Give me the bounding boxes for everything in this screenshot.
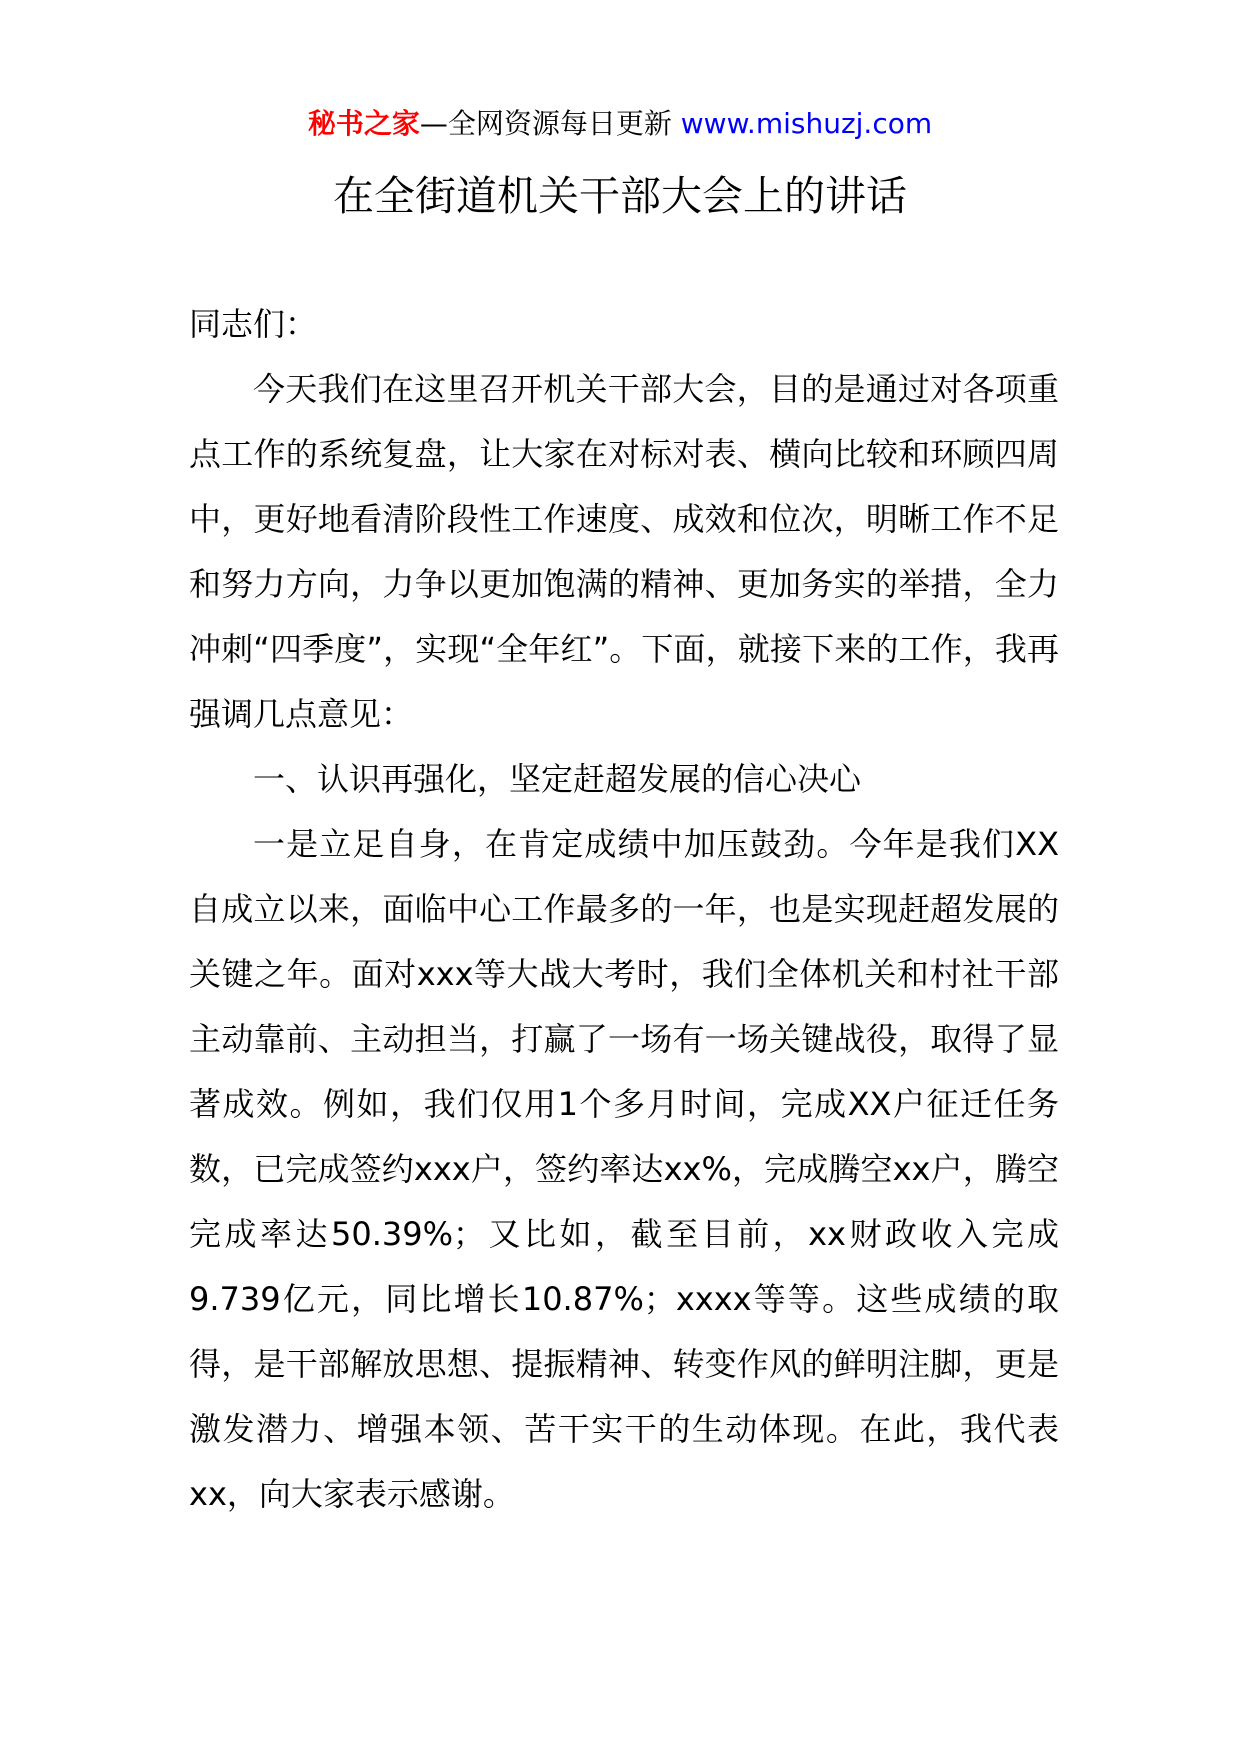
header-tagline: —全网资源每日更新: [419, 107, 681, 140]
section-paragraph: 一是立足自身，在肯定成绩中加压鼓劲。今年是我们XX自成立以来，面临中心工作最多的一年，也是实现赶超发展的关键之年。面对xxx等大战大考时，我们全体机关和村社干部主动靠前、主动担当，打赢了一场有一场关键战役，取得了显著成效。例如，我们仅用1个多月时间，完成XX户征迁任务数，已完成签约xxx户，签约率达xx%，完成腾空xx户，腾空完成率达50.39%；又比如，截至目前，xx财政收入完成9.739亿元，同比增长10.87%；xxxx等等。这些成绩的取得，是干部解放思想、提振精神、转变作风的鲜明注脚，更是激发潜力、增强本领、苦干实干的生动体现。在此，我代表xx，向大家表示感谢。: [189, 825, 1059, 1513]
section-heading: 一、认识再强化，坚定赶超发展的信心决心: [253, 760, 862, 798]
site-link[interactable]: www.mishuzj.com: [680, 107, 933, 140]
document-body: [189, 292, 1059, 1527]
brand-name: 秘书之家: [307, 107, 420, 140]
intro-paragraph: 今天我们在这里召开机关干部大会，目的是通过对各项重点工作的系统复盘，让大家在对标对表、横向比较和环顾四周中，更好地看清阶段性工作速度、成效和位次，明晰工作不足和努力方向，力争以更加饱满的精神、更加务实的举措，全力冲刺“四季度”，实现“全年红”。下面，就接下来的工作，我再强调几点意见：: [189, 370, 1059, 733]
site-header: [0, 104, 1240, 144]
document-title: 在全街道机关干部大会上的讲话: [333, 172, 907, 220]
salutation: 同志们：: [189, 305, 318, 343]
